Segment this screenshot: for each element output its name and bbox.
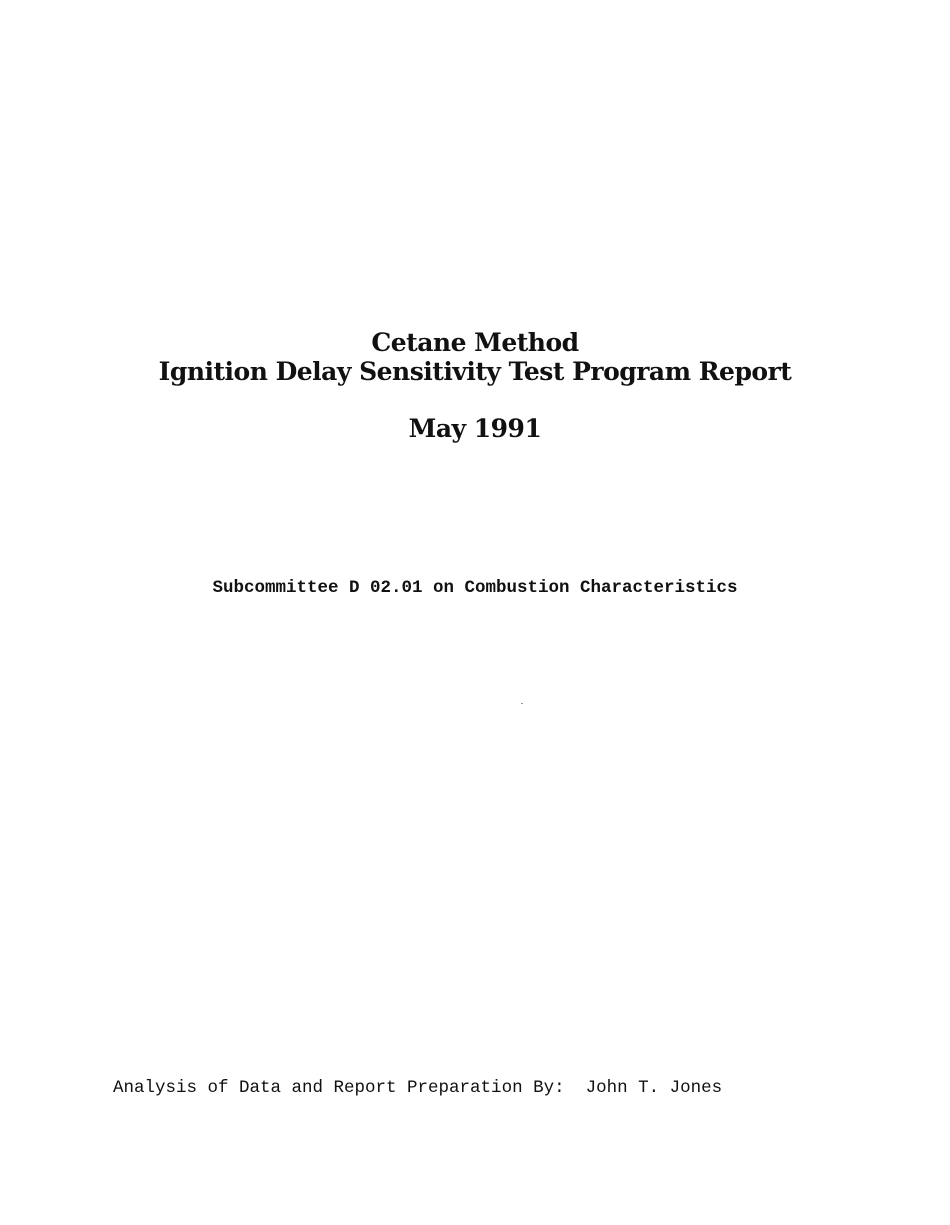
scan-speck (521, 703, 523, 704)
credit-author: John T. Jones (585, 1078, 723, 1098)
subcommittee-line: Subcommittee D 02.01 on Combustion Characteristics (212, 578, 738, 598)
credit-label: Analysis of Data and Report Preparation By: (113, 1078, 565, 1098)
report-title-line-2: Ignition Delay Sensitivity Test Program Report (158, 357, 792, 386)
credit-line (113, 1080, 722, 1098)
report-date: May 1991 (408, 414, 542, 443)
report-title-line-1: Cetane Method (371, 328, 579, 357)
